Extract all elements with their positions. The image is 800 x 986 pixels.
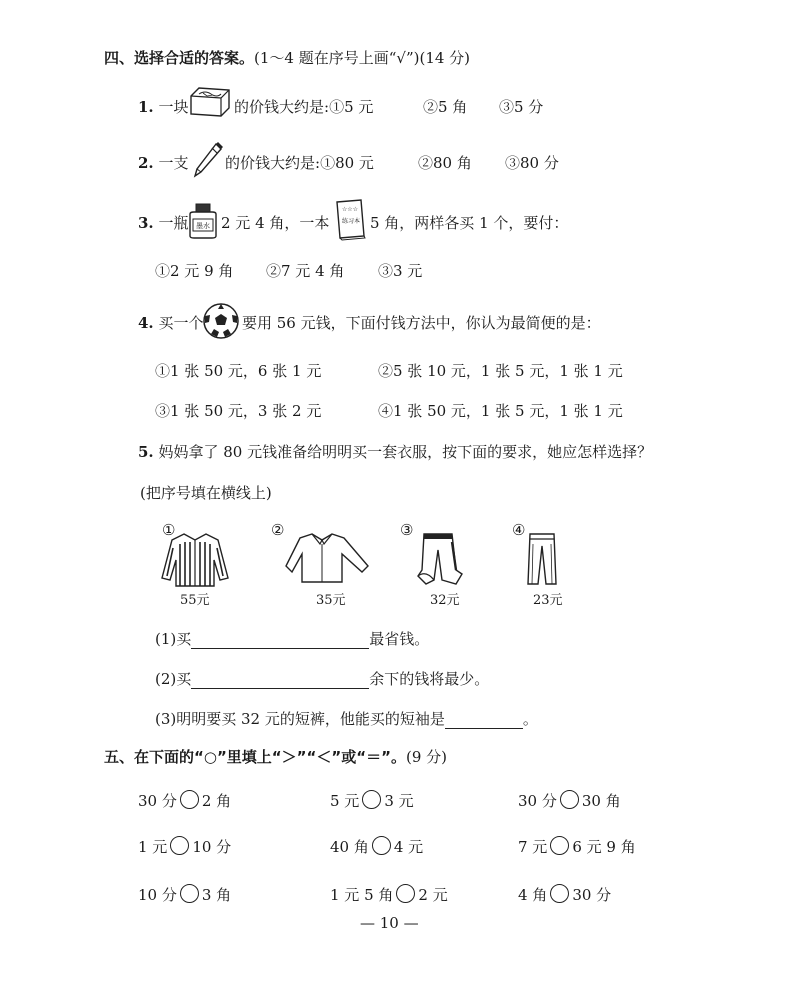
exercise-book-icon: [333, 198, 367, 242]
q3-number: 3.: [138, 214, 154, 232]
item-1-label: ①: [162, 521, 176, 539]
section4-note: (1～4 题在序号上画“√”)(14 分): [254, 49, 471, 67]
q1-option-3[interactable]: ③5 分: [499, 98, 544, 116]
compare-circle[interactable]: [550, 836, 569, 855]
compare-circle[interactable]: [180, 884, 199, 903]
ink-bottle-icon: [186, 202, 220, 240]
q5-text: 妈妈拿了 80 元钱准备给明明买一套衣服，按下面的要求，她应怎样选择？: [158, 443, 653, 461]
q1-line: [138, 96, 188, 117]
q3-option-1[interactable]: ①2 元 9 角: [155, 262, 234, 280]
cmp-right: 6 元 9 角: [572, 838, 636, 856]
cmp-right: 4 元: [393, 838, 424, 856]
q1-text-line: [234, 96, 373, 117]
q4-option-4[interactable]: ④1 张 50 元，1 张 5 元，1 张 1 元: [378, 402, 623, 420]
q5-part3-blank[interactable]: [445, 712, 523, 729]
cmp-r3-c3: [518, 884, 611, 905]
striped-jacket-icon: [158, 530, 232, 588]
cmp-right: 2 角: [201, 792, 232, 810]
cmp-right: 3 元: [384, 792, 414, 810]
ink-bottle-label: 墨水: [196, 222, 210, 230]
eraser-icon: [187, 84, 233, 120]
q5-part3: [155, 708, 538, 729]
q5-sub: (把序号填在横线上): [140, 484, 272, 502]
item-4-label: ④: [512, 521, 526, 539]
q2-option-2[interactable]: ②80 角: [418, 154, 472, 172]
q2-text-line: [225, 152, 374, 173]
trousers-icon: [522, 530, 562, 588]
q4-pre: 买一个: [158, 314, 204, 332]
section4-title: 四、选择合适的答案。: [104, 49, 255, 67]
q2-number: 2.: [138, 154, 154, 172]
cmp-r2-c3: [518, 836, 636, 857]
q4-option-1[interactable]: ①1 张 50 元，6 张 1 元: [155, 362, 322, 380]
shirt-icon: [282, 530, 372, 584]
compare-circle[interactable]: [170, 836, 189, 855]
q4-option-2[interactable]: ②5 张 10 元，1 张 5 元，1 张 1 元: [378, 362, 623, 380]
book-stars: ☆☆☆: [341, 206, 359, 213]
cmp-left: 10 分: [138, 886, 177, 904]
cmp-right: 30 角: [581, 792, 621, 810]
q3-mid2: 5 角，两样各买 1 个，要付：: [370, 214, 569, 232]
q5-part2-blank[interactable]: [191, 672, 369, 689]
q1-number: 1.: [138, 98, 154, 116]
football-icon: [202, 302, 240, 340]
compare-circle[interactable]: [396, 884, 415, 903]
q5-part2: [155, 668, 489, 689]
q3-mid1: 2 元 4 角，一本: [221, 214, 330, 232]
q5-number: 5.: [138, 443, 154, 461]
q5-part2-post: 余下的钱将最少。: [369, 670, 490, 688]
compare-circle[interactable]: [550, 884, 569, 903]
cmp-left: 30 分: [138, 792, 177, 810]
q5-part2-pre: (2)买: [155, 670, 192, 688]
page-number: — 10 —: [360, 914, 419, 932]
q1-pre: 一块: [158, 98, 189, 116]
q4-option-3[interactable]: ③1 张 50 元，3 张 2 元: [155, 402, 322, 420]
compare-circle[interactable]: [362, 790, 381, 809]
q3-line: [138, 212, 188, 233]
cmp-r2-c1: [138, 836, 231, 857]
section5-note: (9 分): [405, 748, 447, 766]
cmp-r1-c2: [330, 790, 414, 811]
cmp-left: 4 角: [518, 886, 548, 904]
q5-part1-post: 最省钱。: [369, 630, 430, 648]
q2-text: 的价钱大约是:: [225, 154, 321, 172]
section5-heading: [104, 746, 447, 767]
item-2-label: ②: [271, 521, 285, 539]
q4-text: 要用 56 元钱，下面付钱方法中，你认为最简便的是：: [242, 314, 601, 332]
q4-line: [138, 312, 203, 333]
compare-circle[interactable]: [372, 836, 391, 855]
cmp-r3-c1: [138, 884, 231, 905]
cmp-r2-c2: [330, 836, 423, 857]
cmp-r1-c1: [138, 790, 231, 811]
q4-number: 4.: [138, 314, 154, 332]
q5-part3-post: 。: [522, 710, 538, 728]
cmp-left: 5 元: [330, 792, 360, 810]
q2-option-3[interactable]: ③80 分: [505, 154, 559, 172]
compare-circle[interactable]: [560, 790, 579, 809]
cmp-left: 1 元 5 角: [330, 886, 394, 904]
q1-text: 的价钱大约是:: [234, 98, 330, 116]
shorts-icon: [412, 530, 464, 586]
item-4-price: 23元: [533, 593, 563, 608]
section5-title: 五、在下面的“○”里填上“＞”“＜”或“＝”。: [104, 748, 406, 766]
q1-option-2[interactable]: ②5 角: [423, 98, 468, 116]
q5-part1-pre: (1)买: [155, 630, 192, 648]
cmp-left: 40 角: [330, 838, 369, 856]
section4-heading: [104, 47, 470, 68]
cmp-left: 7 元: [518, 838, 548, 856]
cmp-right: 10 分: [192, 838, 232, 856]
pen-icon: [190, 140, 224, 180]
q5-part3-pre: (3)明明要买 32 元的短裤，他能买的短袖是: [155, 710, 445, 728]
q5-part1-blank[interactable]: [191, 632, 369, 649]
item-3-label: ③: [400, 521, 414, 539]
cmp-r3-c2: [330, 884, 448, 905]
cmp-r1-c3: [518, 790, 621, 811]
cmp-left: 30 分: [518, 792, 557, 810]
cmp-right: 30 分: [572, 886, 612, 904]
q3-option-2[interactable]: ②7 元 4 角: [266, 262, 345, 280]
q2-line: [138, 152, 188, 173]
q3-pre: 一瓶: [158, 214, 189, 232]
q3-option-3[interactable]: ③3 元: [378, 262, 423, 280]
q5-line: [138, 441, 652, 462]
q2-pre: 一支: [158, 154, 189, 172]
q5-part1: [155, 628, 429, 649]
item-3-price: 32元: [430, 593, 460, 608]
item-1-price: 55元: [180, 593, 210, 608]
cmp-right: 3 角: [201, 886, 232, 904]
item-2-price: 35元: [316, 593, 346, 608]
cmp-right: 2 元: [418, 886, 448, 904]
book-label: 练习本: [341, 218, 361, 225]
q1-option-1[interactable]: ①5 元: [329, 98, 374, 116]
q2-option-1[interactable]: ①80 元: [320, 154, 374, 172]
cmp-left: 1 元: [138, 838, 168, 856]
compare-circle[interactable]: [180, 790, 199, 809]
